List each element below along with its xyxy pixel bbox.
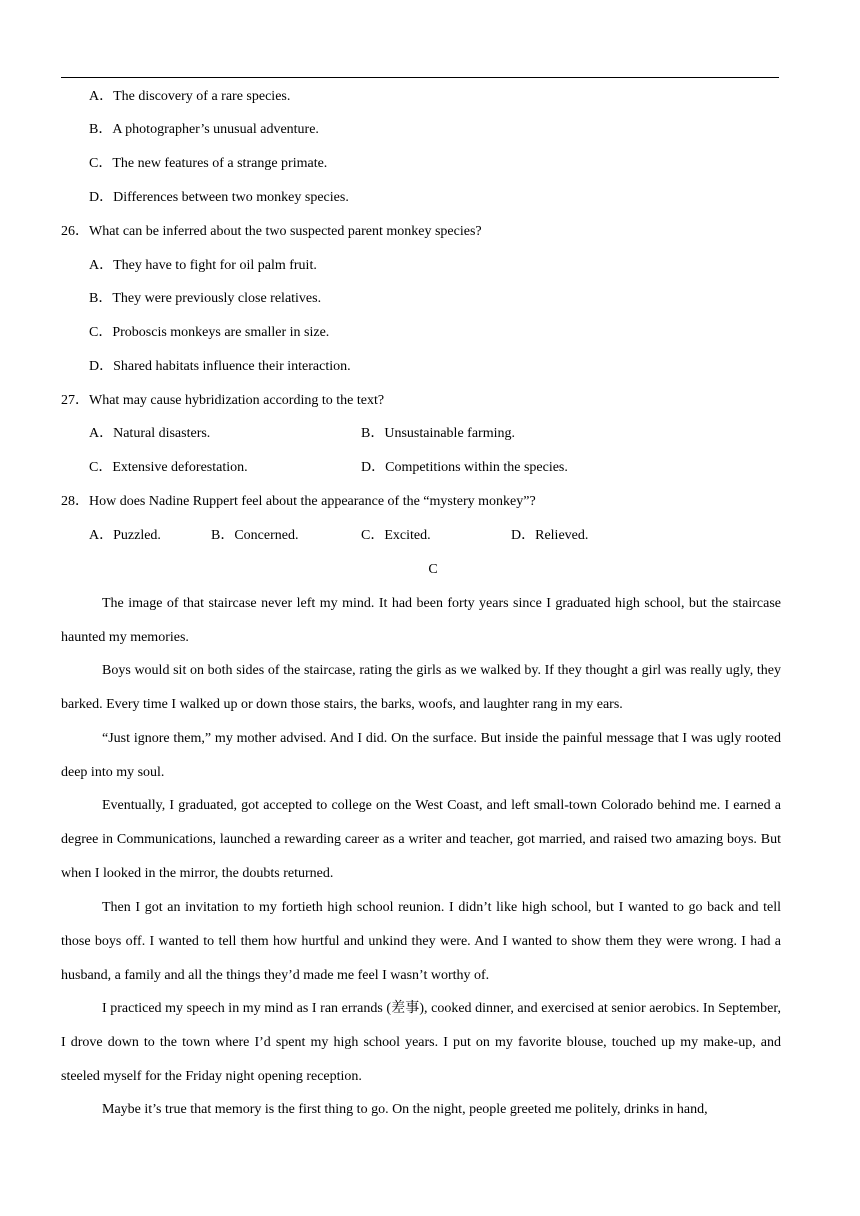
passage-paragraph-3: “Just ignore them,” my mother advised. And I did. On the surface. But inside the painful message that I was ugly rooted deep into my soul. [61,731,781,780]
passage-paragraph-5: Then I got an invitation to my fortieth high school reunion. I didn’t like high school, but I wanted to go back and tell those boys off. I wanted to tell them how hurtful and unkind they were. And I wanted to show them they were wrong. I had a husband, a family and all the things they’d made me feel I wasn’t worthy of. [61,900,781,983]
q26-option-a: A．They have to fight for oil palm fruit. [89,258,317,273]
q25-option-c: C．The new features of a strange primate. [89,156,328,171]
passage-paragraph-6: I practiced my speech in my mind as I ran errands (差事), cooked dinner, and exercised at senior aerobics. In September, I drove down to the town where I’d spent my high school years. I put on my favorite blouse, touched up my make-up, and steeled myself for the Friday night opening reception. [61,1001,781,1084]
passage-paragraph-4: Eventually, I graduated, got accepted to college on the West Coast, and left small-town Colorado behind me. I earned a degree in Communications, launched a rewarding career as a writer and teacher, got married, and raised two amazing boys. But when I looked in the mirror, the doubts returned. [61,798,781,881]
header-rule [61,77,779,78]
q27-option-c: C．Extensive deforestation. [89,460,248,475]
q28-option-b: B．Concerned. [211,528,299,543]
q25-option-d: D．Differences between two monkey species. [89,190,349,205]
q26-option-c: C．Proboscis monkeys are smaller in size. [89,325,330,340]
q26-option-d: D．Shared habitats influence their interaction. [89,359,351,374]
q28-option-d: D．Relieved. [511,528,589,543]
q28-option-c: C．Excited. [361,528,431,543]
q26-option-b: B．They were previously close relatives. [89,291,322,306]
q27-option-a: A．Natural disasters. [89,426,211,441]
passage-paragraph-2: Boys would sit on both sides of the staircase, rating the girls as we walked by. If they thought a girl was really ugly, they barked. Every time I walked up or down those stairs, the barks, woofs, and laughter rang in my ears. [61,663,781,712]
q26-stem: 26．What can be inferred about the two suspected parent monkey species? [61,224,482,239]
section-letter: C [428,562,438,577]
q25-option-a: A．The discovery of a rare species. [89,89,291,104]
q27-option-b: B．Unsustainable farming. [361,426,515,441]
passage-paragraph-1: The image of that staircase never left my mind. It had been forty years since I graduated high school, but the staircase haunted my memories. [61,596,781,645]
q25-option-b: B．A photographer’s unusual adventure. [89,122,319,137]
q28-stem: 28．How does Nadine Ruppert feel about the appearance of the “mystery monkey”? [61,494,536,509]
q27-option-d: D．Competitions within the species. [361,460,568,475]
passage-paragraph-7: Maybe it’s true that memory is the first thing to go. On the night, people greeted me politely, drinks in hand, [102,1102,708,1117]
q28-option-a: A．Puzzled. [89,528,161,543]
q27-stem: 27．What may cause hybridization according to the text? [61,393,385,408]
